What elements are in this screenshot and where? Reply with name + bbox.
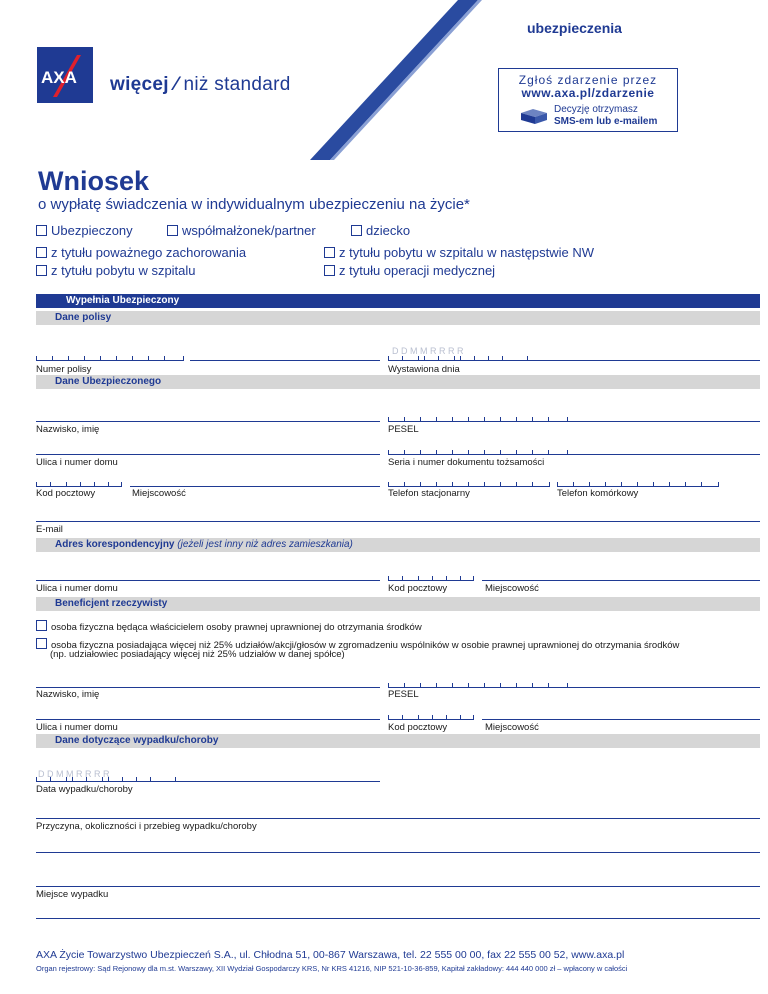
beneficial-street-input[interactable] [36,719,380,720]
issued-date-field[interactable] [388,355,528,361]
beneficial-option-owner[interactable] [36,620,422,633]
id-document-label: Seria i numer dokumentu tożsamości [388,457,545,468]
place-label: Miejsce wypadku [36,889,109,900]
footer-company: AXA Życie Towarzystwo Ubezpieczeń S.A., ul. Chłodna 51, 00-867 Warszawa, tel. 22 555 00 00, fax 22 555 00 52, www.axa.pl [36,949,625,961]
section-insured: Dane Ubezpieczonego [36,375,760,389]
beneficial-name-label: Nazwisko, imię [36,689,100,700]
checkbox-insured[interactable] [36,223,133,238]
accident-date-field[interactable] [36,776,176,782]
checkbox-child[interactable] [351,223,410,238]
checkbox-icon[interactable] [36,638,47,649]
checkbox-hospital[interactable] [36,263,196,278]
email-label: E-mail [36,524,63,535]
checkbox-surgery[interactable] [324,263,495,278]
place-input[interactable] [36,886,760,887]
claim-box [498,68,678,132]
city-input[interactable] [130,486,380,487]
page-subtitle: o wypłatę świadczenia w indywidualnym ubezpieczeniu na życie* [38,196,470,213]
page-title: Wniosek [38,166,150,196]
checkbox-spouse[interactable] [167,223,316,238]
email-input[interactable] [36,521,760,522]
beneficial-city-input[interactable] [482,719,760,720]
corr-city-input[interactable] [482,580,760,581]
checkbox-icon[interactable] [36,265,47,276]
checkbox-label: dziecko [366,223,411,238]
category-label: ubezpieczenia [527,20,622,36]
beneficial-pesel-field[interactable] [388,682,568,688]
tagline [110,74,291,96]
claim-url[interactable]: www.axa.pl/zdarzenie [521,86,655,100]
claim-line-3: Decyzję otrzymasz [554,104,638,115]
claim-line-4: SMS-em lub e-mailem [554,116,658,127]
checkbox-serious-illness[interactable] [36,245,246,260]
accident-date-label: Data wypadku/choroby [36,784,133,795]
beneficial-zip-field[interactable] [388,714,474,720]
accident-date-placeholder: D D M M R R R R [38,769,110,779]
name-label: Nazwisko, imię [36,424,100,435]
beneficial-zip-label: Kod pocztowy [388,722,448,733]
city-label: Miejscowość [132,488,186,499]
section-address: Adres korespondencyjny (jeżeli jest inny niż adres zamieszkania) [36,538,760,552]
mobile-field[interactable] [557,481,719,487]
zip-field[interactable] [36,481,122,487]
beneficial-pesel-line[interactable] [568,687,760,688]
phone-field[interactable] [388,481,550,487]
mobile-label: Telefon komórkowy [557,488,639,499]
checkbox-icon[interactable] [351,225,362,236]
pesel-line[interactable] [568,421,760,422]
checkbox-label: osoba fizyczna będąca właścicielem osoby prawnej uprawnionej do otrzymania środków [51,622,422,633]
checkbox-icon[interactable] [324,265,335,276]
sms-envelope-icon [519,107,549,125]
checkbox-label: z tytułu pobytu w szpitalu w następstwie NW [339,245,595,260]
place-input-line-2[interactable] [36,918,760,919]
checkbox-icon[interactable] [324,247,335,258]
phone-label: Telefon stacjonarny [388,488,470,499]
checkbox-icon[interactable] [36,247,47,258]
section-accident: Dane dotyczące wypadku/choroby [36,734,760,748]
beneficial-city-label: Miejscowość [485,722,539,733]
zip-label: Kod pocztowy [36,488,96,499]
pesel-field[interactable] [388,416,568,422]
id-document-field[interactable] [388,449,568,455]
issued-date-line[interactable] [528,360,760,361]
corr-zip-label: Kod pocztowy [388,583,448,594]
corr-zip-field[interactable] [388,575,474,581]
tagline-bold: więcej [110,74,169,95]
checkbox-label: Ubezpieczony [51,223,133,238]
axa-logo [37,47,93,103]
checkbox-label: z tytułu pobytu w szpitalu [51,263,196,278]
section-beneficial-owner: Beneficjent rzeczywisty [36,597,760,611]
beneficial-street-label: Ulica i numer domu [36,722,118,733]
id-document-line[interactable] [568,454,760,455]
cause-input-line-1[interactable] [36,818,760,819]
checkbox-label: z tytułu poważnego zachorowania [51,245,247,260]
issued-date-label: Wystawiona dnia [388,364,460,375]
footer-registry: Organ rejestrowy: Sąd Rejonowy dla m.st. Warszawy, XII Wydział Gospodarczy KRS, Nr KRS 41216, NIP 521-10-36-859, Kapitał zakładowy: 444 440 000 zł – wpłacony w całości [36,964,628,973]
checkbox-label: współmałżonek/partner [182,223,316,238]
name-input[interactable] [36,421,380,422]
checkbox-icon[interactable] [167,225,178,236]
filled-by-band: Wypełnia Ubezpieczony [36,294,760,308]
beneficial-name-input[interactable] [36,687,380,688]
corr-city-label: Miejscowość [485,583,539,594]
checkbox-label: z tytułu operacji medycznej [339,263,496,278]
beneficial-pesel-label: PESEL [388,689,419,700]
date-placeholder: D D M M R R R R [392,346,464,356]
pesel-label: PESEL [388,424,419,435]
axa-logo-text: AXA [41,68,77,87]
checkbox-icon[interactable] [36,225,47,236]
tagline-rest: niż standard [183,74,291,95]
policy-number-line[interactable] [190,360,380,361]
checkbox-label: osoba fizyczna posiadająca więcej niż 25% udziałów/akcji/głosów w zgromadzeniu wspólników w osobie prawnej uprawnionej do otrzymania środków [51,640,680,651]
cause-label: Przyczyna, okoliczności i przebieg wypadku/choroby [36,821,257,832]
beneficial-option-note: (np. udziałowiec posiadający więcej niż 25% udziałów w danej spółce) [50,649,345,660]
accident-date-line[interactable] [176,781,380,782]
cause-input-line-2[interactable] [36,852,760,853]
claim-line-1: Zgłoś zdarzenie przez [518,73,658,87]
street-input[interactable] [36,454,380,455]
checkbox-hospital-accident[interactable] [324,245,594,260]
street-label: Ulica i numer domu [36,457,118,468]
policy-number-field[interactable] [36,355,184,361]
slash-icon: ⁄ [174,74,178,95]
checkbox-icon[interactable] [36,620,47,631]
corr-street-label: Ulica i numer domu [36,583,118,594]
policy-number-label: Numer polisy [36,364,92,375]
section-policy: Dane polisy [36,311,760,325]
corr-street-input[interactable] [36,580,380,581]
